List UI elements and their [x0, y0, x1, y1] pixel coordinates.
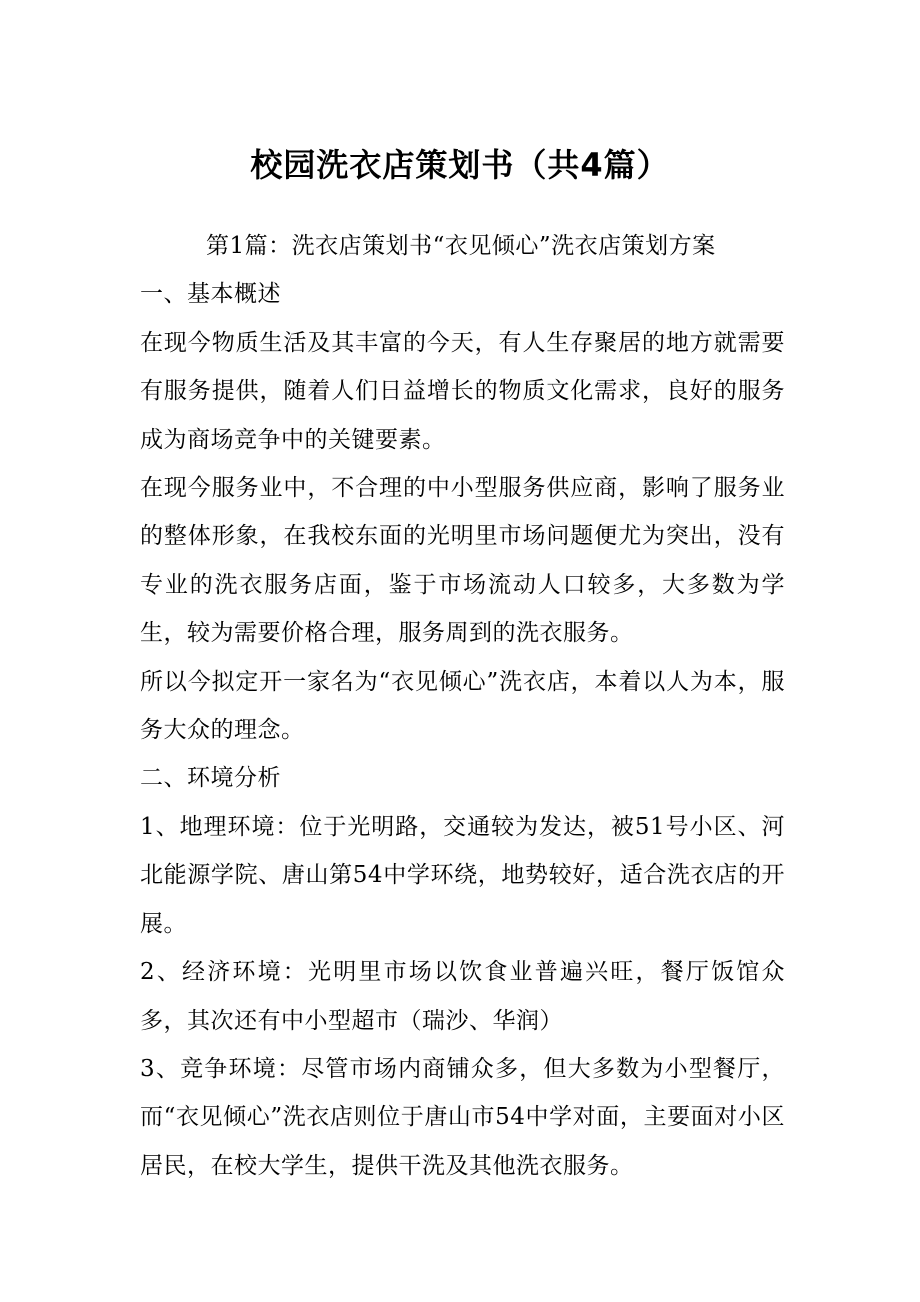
paragraph: 所以今拟定开一家名为“衣见倾心”洗衣店，本着以人为本，服务大众的理念。	[140, 668, 785, 744]
document-title: 校园洗衣店策划书（共4篇）	[250, 146, 670, 184]
list-item: 3、竞争环境：尽管市场内商铺众多，但大多数为小型餐厅，而“衣见倾心”洗衣店则位于唐山市54中学对面，主要面对小区居民，在校大学生，提供干洗及其他洗衣服务。	[140, 1055, 785, 1179]
section-heading-environment: 二、环境分析	[140, 765, 281, 792]
section-subtitle: 第1篇：洗衣店策划书“衣见倾心”洗衣店策划方案	[206, 233, 716, 259]
section-heading-overview: 一、基本概述	[140, 281, 281, 308]
list-item: 1、地理环境：位于光明路，交通较为发达，被51号小区、河北能源学院、唐山第54中学环绕，地势较好，适合洗衣店的开展。	[140, 813, 785, 937]
document-body	[140, 222, 785, 1190]
paragraph: 在现今物质生活及其丰富的今天，有人生存聚居的地方就需要有服务提供，随着人们日益增长的物质文化需求，良好的服务成为商场竞争中的关键要素。	[140, 329, 785, 453]
paragraph: 在现今服务业中，不合理的中小型服务供应商，影响了服务业的整体形象，在我校东面的光明里市场问题便尤为突出，没有专业的洗衣服务店面，鉴于市场流动人口较多，大多数为学生，较为需要价格合理，服务周到的洗衣服务。	[140, 475, 785, 647]
list-item: 2、经济环境：光明里市场以饮食业普遍兴旺，餐厅饭馆众多，其次还有中小型超市（瑞沙、华润）	[140, 959, 785, 1034]
